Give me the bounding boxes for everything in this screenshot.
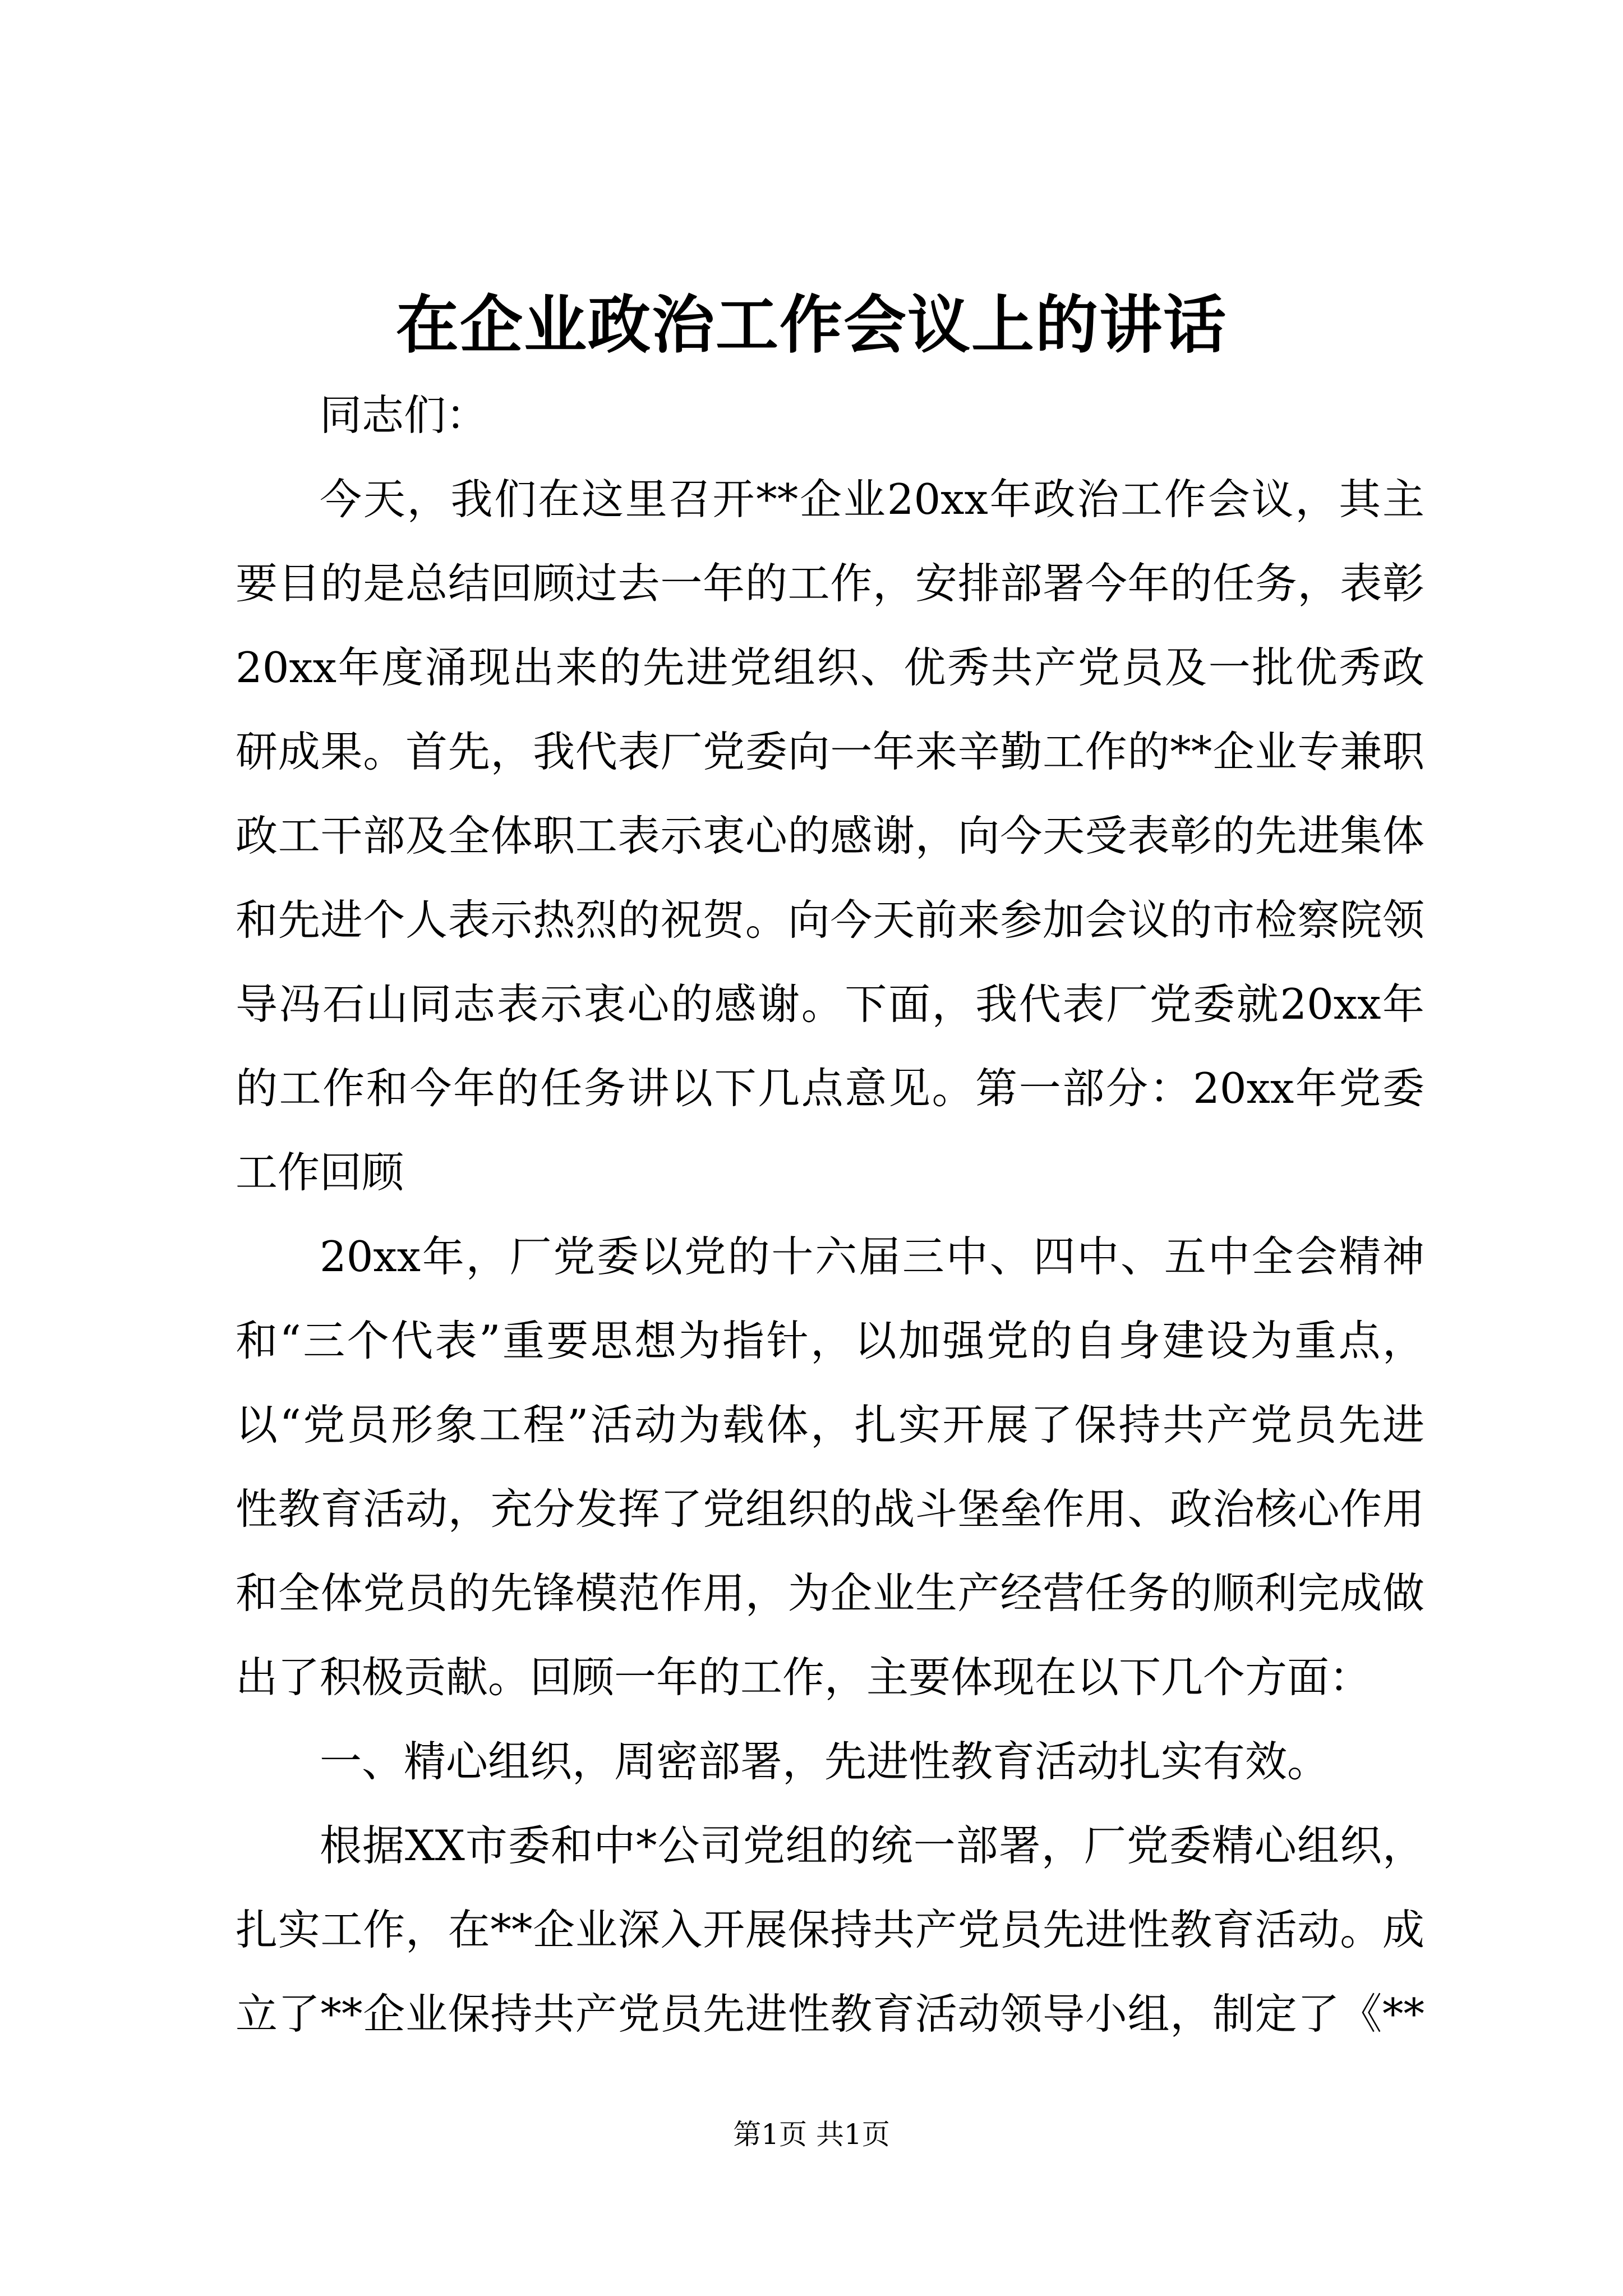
- text-line: 以“党员形象工程”活动为载体，扎实开展了保持共产党员先进: [236, 1400, 1424, 1450]
- text-line: 性教育活动，充分发挥了党组织的战斗堡垒作用、政治核心作用: [236, 1484, 1424, 1534]
- text-line-salutation: 同志们：: [320, 390, 488, 440]
- page-footer: 第1页 共1页: [733, 2118, 890, 2151]
- text-line: 研成果。首先，我代表厂党委向一年来辛勤工作的**企业专兼职: [236, 727, 1424, 776]
- text-line: 根据XX市委和中*公司党组的统一部署，厂党委精心组织，: [320, 1821, 1424, 1870]
- text-line: 工作回顾: [236, 1148, 404, 1197]
- text-line: 和“三个代表”重要思想为指针，以加强党的自身建设为重点，: [236, 1316, 1424, 1365]
- section-heading: 一、精心组织，周密部署，先进性教育活动扎实有效。: [320, 1737, 1330, 1786]
- text-line: 出了积极贡献。回顾一年的工作，主要体现在以下几个方面：: [236, 1653, 1372, 1702]
- text-line: 导冯石山同志表示衷心的感谢。下面，我代表厂党委就20xx年: [236, 979, 1424, 1029]
- text-line: 今天，我们在这里召开**企业20xx年政治工作会议，其主: [320, 475, 1424, 524]
- text-line: 的工作和今年的任务讲以下几点意见。第一部分：20xx年党委: [236, 1064, 1424, 1113]
- text-line: 扎实工作，在**企业深入开展保持共产党员先进性教育活动。成: [236, 1905, 1424, 1954]
- text-line: 和先进个人表示热烈的祝贺。向今天前来参加会议的市检察院领: [236, 895, 1424, 945]
- text-line: 和全体党员的先锋模范作用，为企业生产经营任务的顺利完成做: [236, 1568, 1424, 1618]
- text-line: 立了**企业保持共产党员先进性教育活动领导小组，制定了《**: [236, 1989, 1424, 2039]
- document-body: [236, 373, 1424, 2056]
- text-line: 政工干部及全体职工表示衷心的感谢，向今天受表彰的先进集体: [236, 811, 1424, 861]
- text-line: 20xx年，厂党委以党的十六届三中、四中、五中全会精神: [320, 1232, 1424, 1281]
- text-line: 要目的是总结回顾过去一年的工作，安排部署今年的任务，表彰: [236, 559, 1424, 608]
- text-line: 20xx年度涌现出来的先进党组织、优秀共产党员及一批优秀政: [236, 643, 1424, 692]
- document-title: 在企业政治工作会议上的讲话: [396, 288, 1227, 362]
